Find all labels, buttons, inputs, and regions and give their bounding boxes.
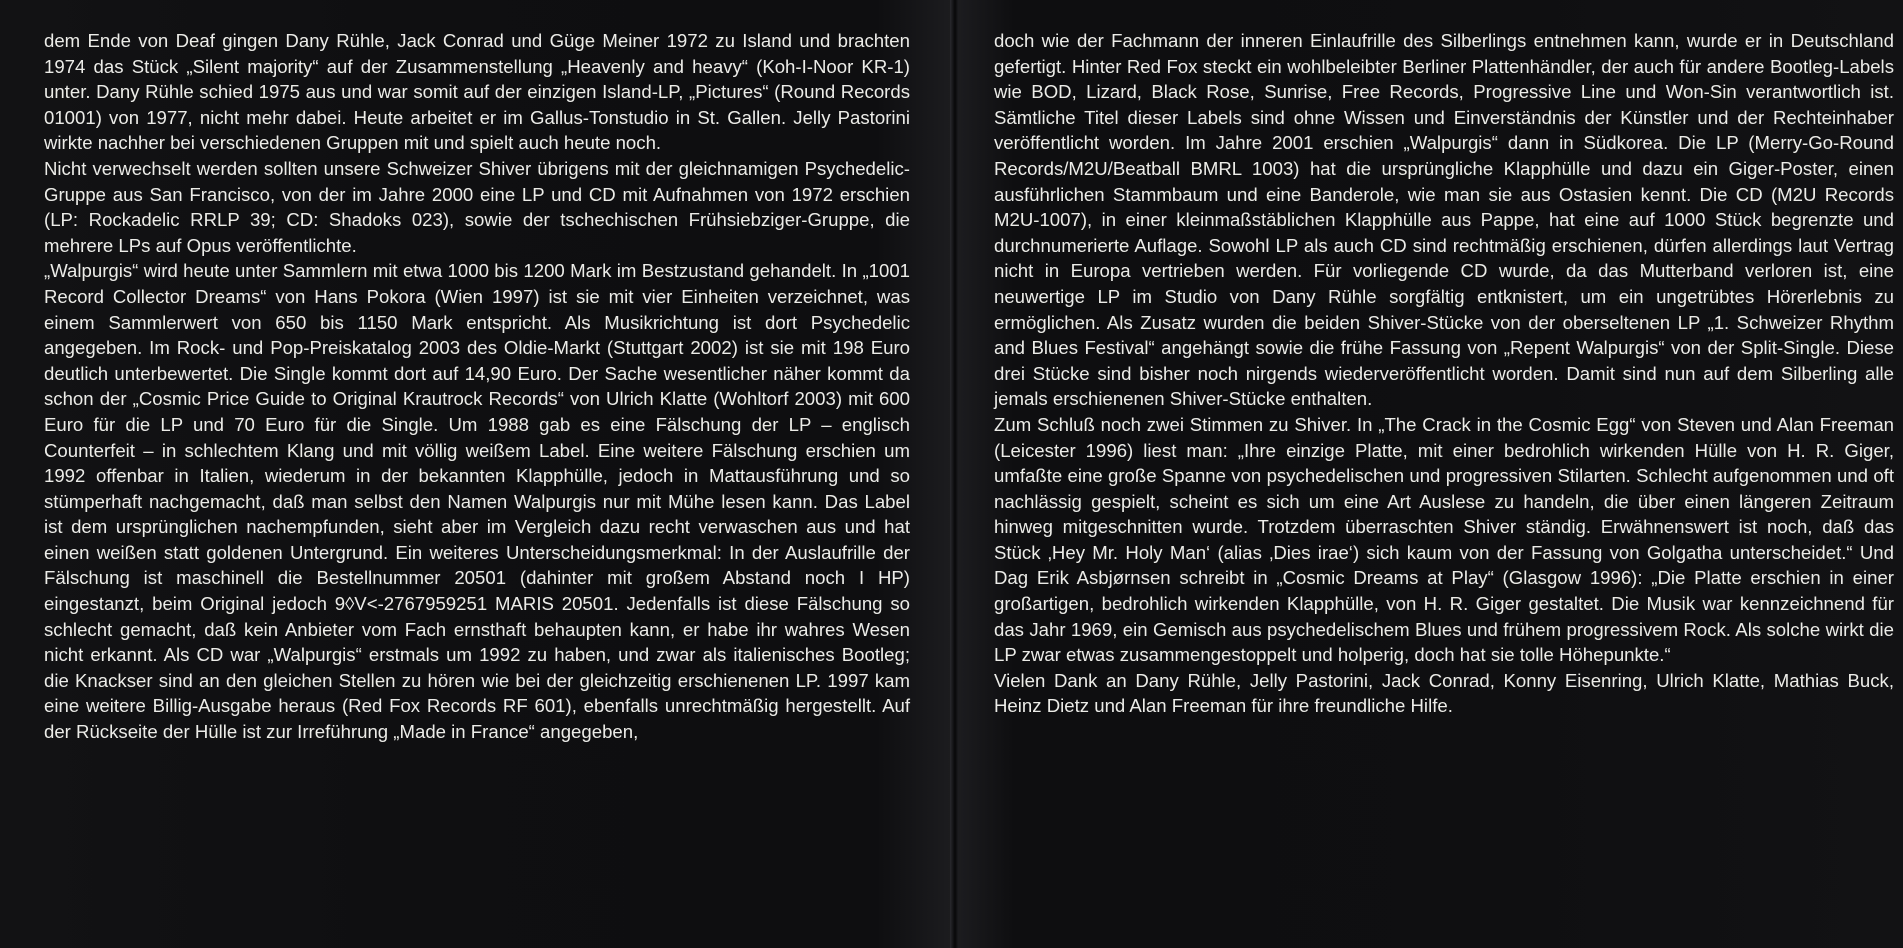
paragraph-critic-quotes: Zum Schluß noch zwei Stimmen zu Shiver. In „The Crack in the Cosmic Egg“ von Steven und Alan Freeman (Leicester 1996) liest man: „Ihre einzige Platte, mit einer bedrohlich wirkenden Hülle von H. R. Giger, umfaßte eine große Spanne von psychedelischen und progressiven Stilarten. Schlecht aufgenommen und oft nachlässig gespielt, scheint es sich um eine Art Auslese zu handeln, die über einen längeren Zeitraum hinweg mitgeschnitten wurde. Trotzdem überraschten Shiver ständig. Erwähnenswert ist noch, daß das Stück ‚Hey Mr. Holy Man‘ (alias ‚Dies irae‘) sich kaum von der Fassung von Golgatha unterscheidet.“ Und Dag Erik Asbjørnsen schreibt in „Cosmic Dreams at Play“ (Glasgow 1996): „Die Platte erschien in einer großartigen, bedrohlich wirkenden Klapphülle, von H. R. Giger gestaltet. Die Musik war kennzeichnend für das Jahr 1969, ein Gemisch aus psychedelischem Blues und frühem progressivem Rock. Als solche wirkt die LP zwar etwas zusammengestoppelt und holperig, doch hat sie tolle Höhepunkte.“ [994,413,1894,666]
paragraph-collector-value: „Walpurgis“ wird heute unter Sammlern mit etwa 1000 bis 1200 Mark im Bestzustand gehandelt. In „1001 Record Collector Dreams“ von Hans Pokora (Wien 1997) ist sie mit vier Einheiten verzeichnet, was einem Sammlerwert von 650 bis 1150 Mark entspricht. Als Musikrichtung ist dort Psychedelic angegeben. Im Rock- und Pop-Preiskatalog 2003 des Oldie-Markt (Stuttgart 2002) ist sie mit 198 Euro deutlich unterbewertet. Die Single kommt dort auf 14,90 Euro. Der Sache wesentlicher näher kommt da schon der „Cosmic Price Guide to Original Krautrock Records“ von Ulrich Klatte (Wohltorf 2003) mit 600 Euro für die LP und 70 Euro für die Single. Um 1988 gab es eine Fälschung der LP – englisch Counterfeit – in schlechtem Klang und mit völlig weißem Label. Eine weitere Fälschung erschien um 1992 offenbar in Italien, wiederum in der bekannten Klapphülle, jedoch in Mattausführung und so stümperhaft nachgemacht, daß man selbst den Namen Walpurgis nur mit Mühe lesen kann. Das Label ist dem ursprünglichen nachempfunden, sieht aber im Vergleich dazu recht verwaschen aus und hat einen weißen statt goldenen Untergrund. Ein weiteres Unterscheidungsmerkmal: In der Auslaufrille der Fälschung ist maschinell die Bestellnummer 20501 (dahinter mit großem Abstand noch I HP) eingestanzt, beim Original jedoch 9◊V<-2767959251 MARIS 20501. Jedenfalls ist diese Fälschung so schlecht gemacht, daß kein Anbieter vom Fach ernsthaft behaupten kann, er habe ihr wahres Wesen nicht erkannt. Als CD war „Walpurgis“ erstmals um 1992 zu haben, und zwar als italienisches Bootleg; die Knackser sind an den gleichen Stellen zu hören wie bei der gleichzeitig erschienenen LP. 1997 kam eine weitere Billig-Ausgabe heraus (Red Fox Records RF 601), ebenfalls unrechtmäßig hergestellt. Auf der Rückseite der Hülle ist zur Irreführung „Made in France“ angegeben, [44,260,910,743]
left-page-text [44,28,910,745]
paragraph-deaf-island: dem Ende von Deaf gingen Dany Rühle, Jack Conrad und Güge Meiner 1972 zu Island und brachten 1974 das Stück „Silent majority“ auf der Zusammenstellung „Heavenly and heavy“ (Koh-I-Noor KR-1) unter. Dany Rühle schied 1975 aus und war somit auf der einzigen Island-LP, „Pictures“ (Round Records 01001) von 1977, nicht mehr dabei. Heute arbeitet er im Gallus-Tonstudio in St. Gallen. Jelly Pastorini wirkte nachher bei verschiedenen Gruppen mit und spielt auch heute noch. [44,30,910,154]
paragraph-red-fox-bootleg: doch wie der Fachmann der inneren Einlaufrille des Silberlings entnehmen kann, wurde er in Deutschland gefertigt. Hinter Red Fox steckt ein wohlbeleibter Berliner Plattenhändler, der auch für andere Bootleg-Labels wie BOD, Lizard, Black Rose, Sunrise, Free Records, Progressive Line und Won-Sin verantwortlich ist. Sämtliche Titel dieser Labels sind ohne Wissen und Einverständnis der Künstler und der Rechteinhaber veröffentlicht worden. Im Jahre 2001 erschien „Walpurgis“ dann in Südkorea. Die LP (Merry-Go-Round Records/M2U/Beatball BMRL 1003) hat die ursprüngliche Klapphülle und dazu ein Giger-Poster, einen ausführlichen Stammbaum und eine Banderole, wie man sie aus Ostasien kennt. Die CD (M2U Records M2U-1007), in einer kleinmaßstäblichen Klapphülle aus Pappe, hat eine auf 1000 Stück begrenzte und durchnumerierte Auflage. Sowohl LP als auch CD sind rechtmäßig erschienen, dürfen allerdings laut Vertrag nicht in Europa vertrieben werden. Für vorliegende CD wurde, da das Mutterband verloren ist, eine neuwertige LP im Studio von Dany Rühle sorgfältig entknistert, um ein ungetrübtes Hörerlebnis zu ermöglichen. Als Zusatz wurden die beiden Shiver-Stücke von der oberseltenen LP „1. Schweizer Rhythm and Blues Festival“ angehängt sowie die frühe Fassung von „Repent Walpurgis“ von der Split-Single. Diese drei Stücke sind bisher noch nirgends wiederveröffentlicht worden. Damit sind nun auf dem Silberling alle jemals erschienenen Shiver-Stücke enthalten. [994,30,1894,410]
paragraph-other-shiver-bands: Nicht verwechselt werden sollten unsere Schweizer Shiver übrigens mit der gleichnamigen Psychedelic-Gruppe aus San Francisco, von der im Jahre 2000 eine LP und CD mit Aufnahmen von 1972 erschien (LP: Rockadelic RRLP 39; CD: Shadoks 023), sowie der tschechischen Frühsiebziger-Gruppe, die mehrere LPs auf Opus veröffentlichte. [44,157,910,256]
right-page-text [994,28,1894,719]
right-page [958,0,1903,948]
paragraph-acknowledgements: Vielen Dank an Dany Rühle, Jelly Pastorini, Jack Conrad, Konny Eisenring, Ulrich Klatte, Mathias Buck, Heinz Dietz und Alan Freeman für ihre freundliche Hilfe. [994,669,1894,717]
